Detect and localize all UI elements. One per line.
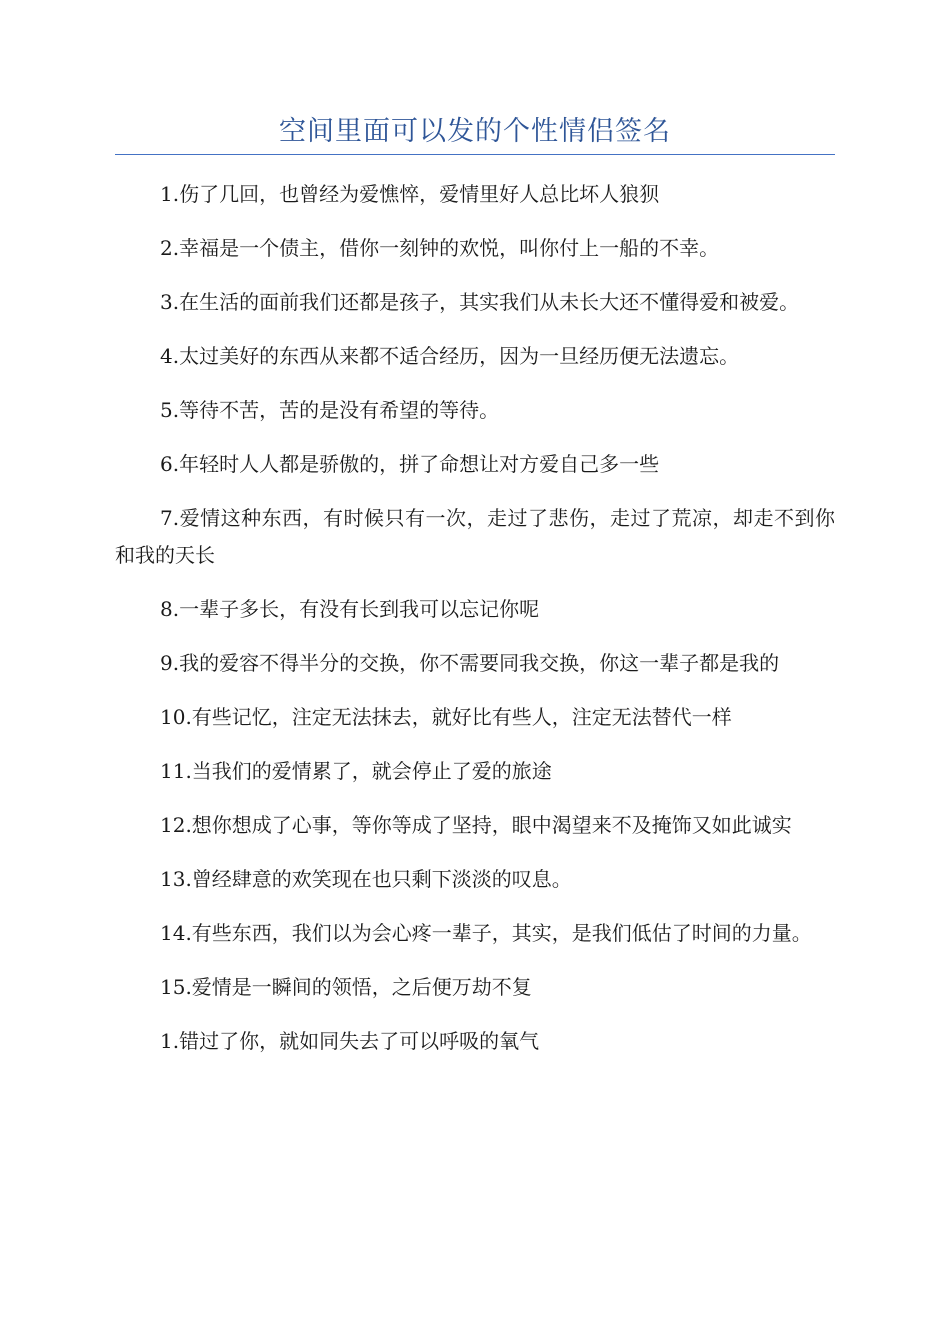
paragraph: 1.错过了你，就如同失去了可以呼吸的氧气 [160,1029,540,1053]
paragraph: 9.我的爱容不得半分的交换，你不需要同我交换，你这一辈子都是我的 [160,651,780,675]
paragraph: 3.在生活的面前我们还都是孩子，其实我们从未长大还不懂得爱和被爱。 [160,290,800,314]
paragraph: 7.爱情这种东西，有时候只有一次，走过了悲伤，走过了荒凉，却走不到你和我的天长 [115,506,835,567]
paragraph: 14.有些东西，我们以为会心疼一辈子，其实，是我们低估了时间的力量。 [160,921,812,945]
paragraph: 10.有些记忆，注定无法抹去，就好比有些人，注定无法替代一样 [160,705,732,729]
paragraph: 15.爱情是一瞬间的领悟，之后便万劫不复 [160,975,532,999]
paragraph: 12.想你想成了心事，等你等成了坚持，眼中渴望来不及掩饰又如此诚实 [160,813,792,837]
document-body [115,176,835,1077]
page-title: 空间里面可以发的个性情侣签名 [279,116,671,147]
paragraph: 8.一辈子多长，有没有长到我可以忘记你呢 [160,597,540,621]
paragraph: 5.等待不苦，苦的是没有希望的等待。 [160,398,500,422]
title-underline [115,154,835,155]
paragraph: 2.幸福是一个债主，借你一刻钟的欢悦，叫你付上一船的不幸。 [160,236,720,260]
paragraph: 13.曾经肆意的欢笑现在也只剩下淡淡的叹息。 [160,867,572,891]
paragraph: 1.伤了几回，也曾经为爱憔悴，爱情里好人总比坏人狼狈 [160,182,660,206]
paragraph: 11.当我们的爱情累了，就会停止了爱的旅途 [160,759,552,783]
paragraph: 6.年轻时人人都是骄傲的，拼了命想让对方爱自己多一些 [160,452,660,476]
paragraph: 4.太过美好的东西从来都不适合经历，因为一旦经历便无法遗忘。 [160,344,740,368]
